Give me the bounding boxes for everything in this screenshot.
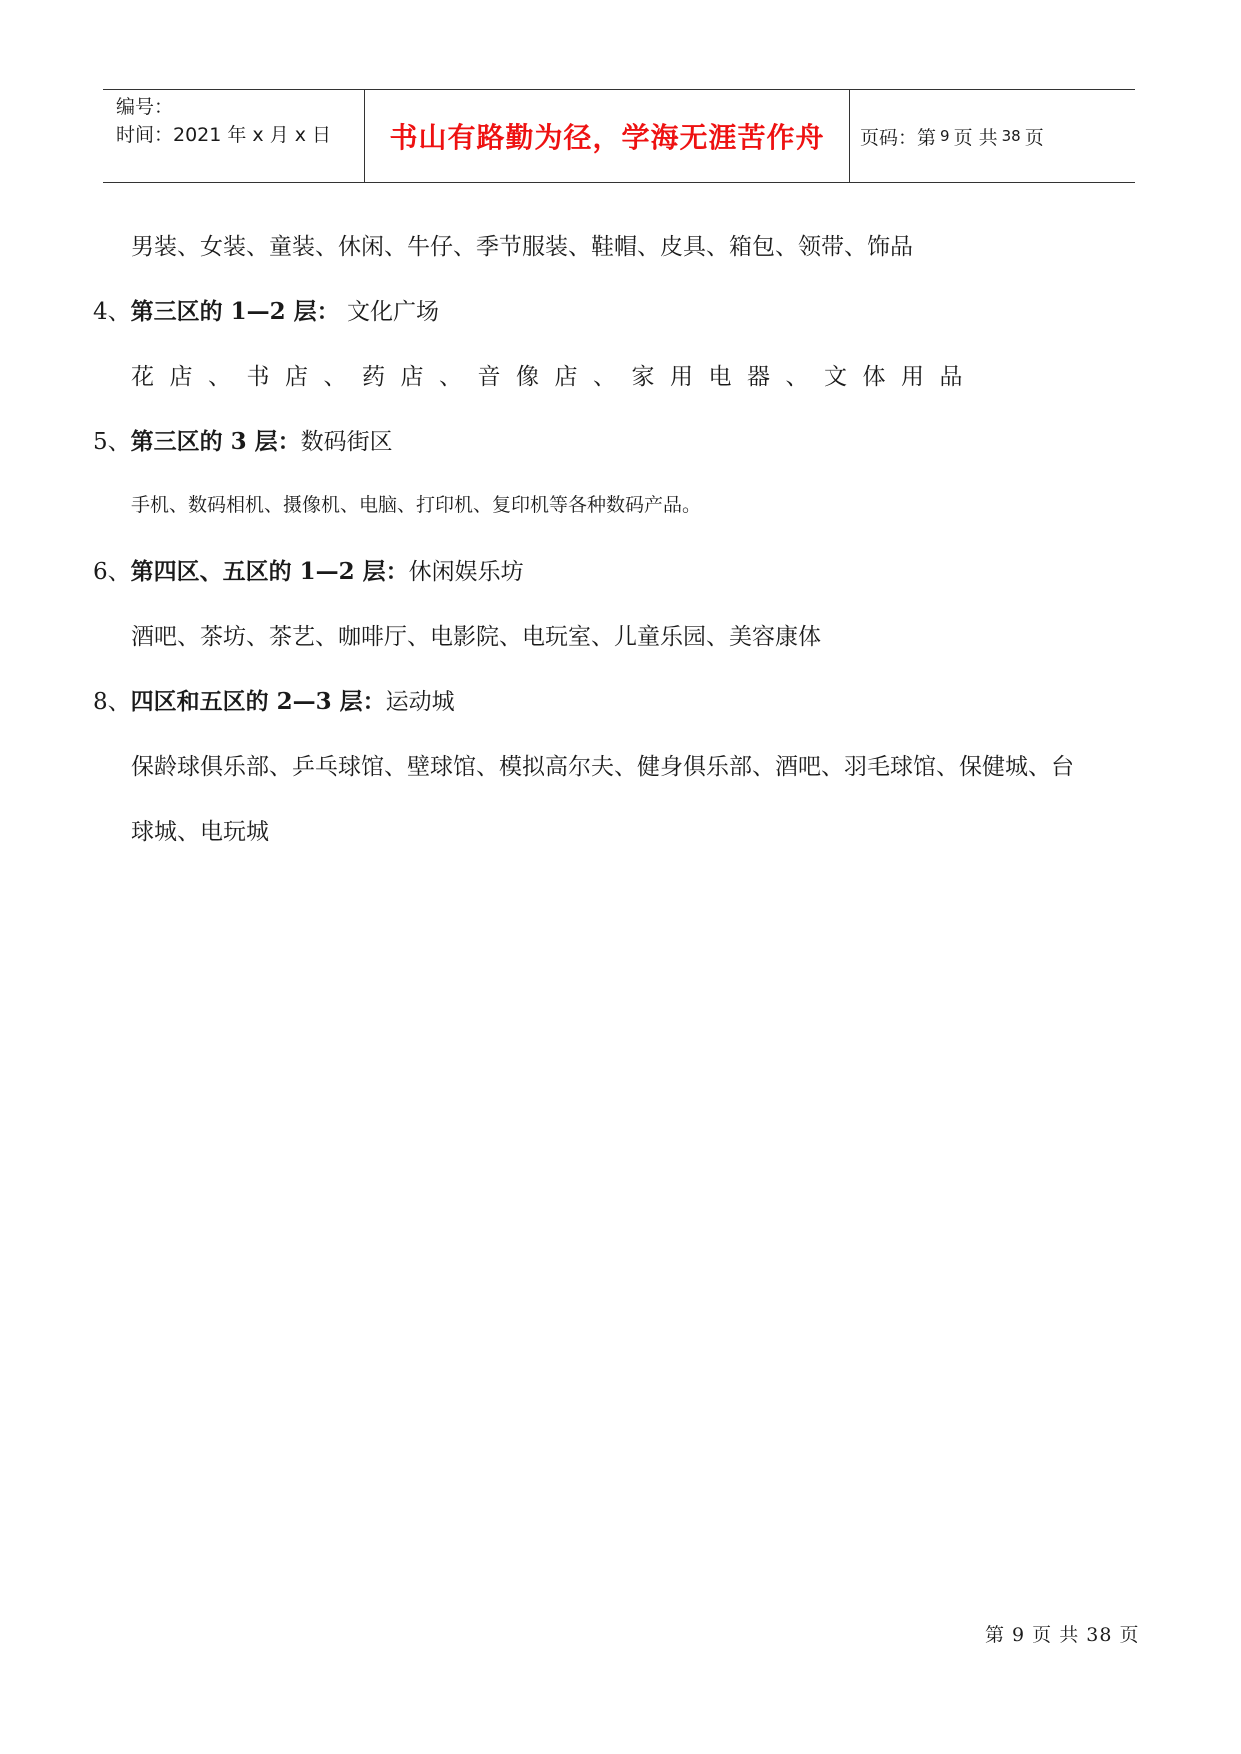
- item-5-prefix: 5、: [93, 429, 131, 455]
- item-5-title: 第三区的 3 层：: [130, 428, 301, 455]
- item-8-title: 四区和五区的 2—3 层：: [130, 688, 386, 715]
- item-8-prefix: 8、: [93, 689, 131, 715]
- page-header: [103, 89, 1135, 183]
- time-label: 时间：2021 年 x 月 x 日: [116, 124, 332, 146]
- item-4-prefix: 4、: [93, 299, 131, 325]
- body-line-sports-1: 保龄球俱乐部、乒乓球馆、壁球馆、模拟高尔夫、健身俱乐部、酒吧、羽毛球馆、保健城、台: [131, 754, 1074, 780]
- item-6-title: 第四区、五区的 1—2 层：: [130, 558, 409, 585]
- item-4-title: 第三区的 1—2 层：: [130, 298, 340, 325]
- page-prefix: 页码：第: [860, 126, 937, 149]
- body-line-leisure: 酒吧、茶坊、茶艺、咖啡厅、电影院、电玩室、儿童乐园、美容康体: [131, 624, 821, 650]
- motto-text: 书山有路勤为径，学海无涯苦作舟: [389, 121, 825, 154]
- body-line-digital: 手机、数码相机、摄像机、电脑、打印机、复印机等各种数码产品。: [131, 494, 702, 516]
- item-5-value: 数码街区: [300, 429, 393, 455]
- list-item-4: [93, 293, 439, 326]
- list-item-5: [93, 423, 393, 456]
- item-8-value: 运动城: [385, 689, 455, 715]
- item-6-prefix: 6、: [93, 559, 131, 585]
- header-right-cell: [850, 90, 1135, 182]
- item-4-value: 文化广场: [339, 299, 439, 325]
- page-total: 38: [1001, 127, 1021, 145]
- page-current: 9: [940, 127, 950, 145]
- body-line-clothing: 男装、女装、童装、休闲、牛仔、季节服装、鞋帽、皮具、箱包、领带、饰品: [131, 234, 913, 260]
- body-line-culture: 花店、书店、药店、音像店、家用电器、文体用品: [131, 364, 978, 390]
- page-mid: 页 共: [953, 126, 998, 149]
- header-middle-cell: [365, 90, 850, 182]
- page-footer: 第 9 页 共 38 页: [985, 1624, 1140, 1646]
- item-6-value: 休闲娱乐坊: [408, 559, 524, 585]
- body-line-sports-2: 球城、电玩城: [131, 819, 269, 845]
- number-label: 编号：: [116, 96, 174, 118]
- header-left-cell: [103, 90, 365, 182]
- list-item-6: [93, 553, 524, 586]
- page-suffix: 页: [1024, 126, 1044, 149]
- list-item-8: [93, 683, 455, 716]
